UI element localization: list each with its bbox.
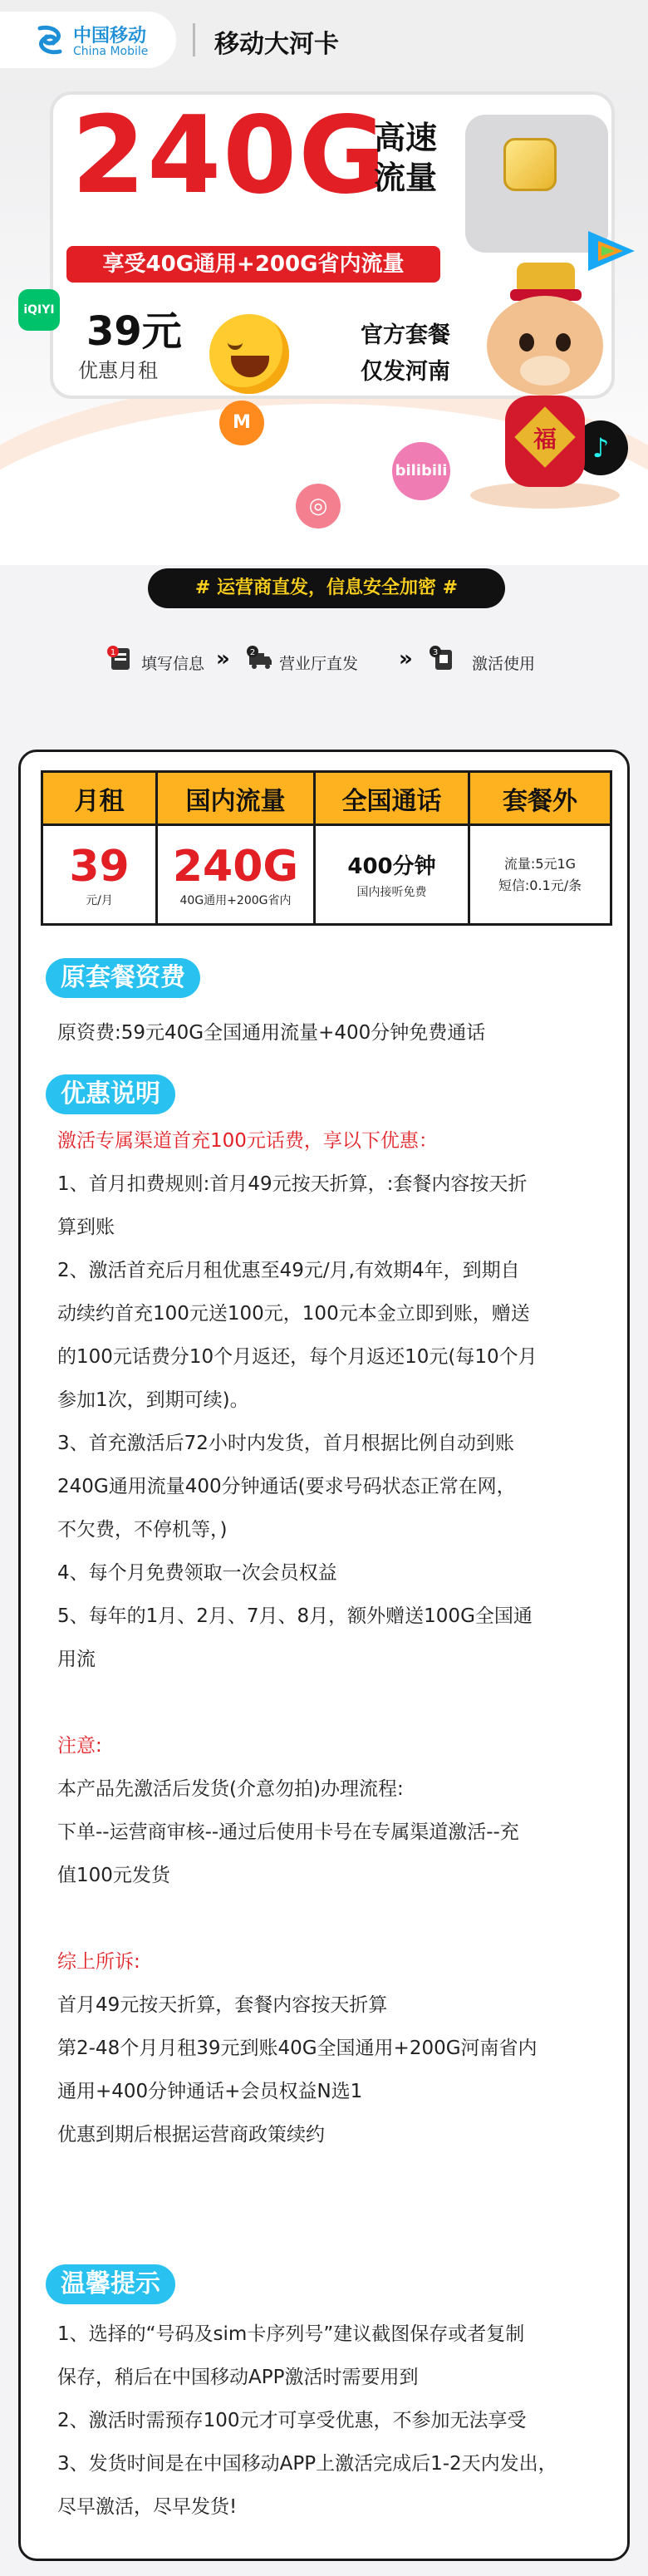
promo-line: 本产品先激活后发货(介意勿拍)办理流程: bbox=[57, 1778, 404, 1800]
rent-value: 39 bbox=[69, 841, 130, 892]
hero-banner bbox=[0, 80, 648, 565]
original-price-text bbox=[57, 1011, 597, 1054]
netease-music-icon: ◎ bbox=[296, 484, 341, 528]
step-number-2: 2 bbox=[249, 648, 256, 657]
tip-line: 3、发货时间是在中国移动APP上激活完成后1-2天内发出， bbox=[57, 2453, 557, 2475]
delivery-truck-icon bbox=[246, 645, 274, 673]
china-mobile-logo-icon bbox=[33, 23, 66, 57]
tip-line: 尽早激活，尽早发货! bbox=[57, 2496, 238, 2518]
promo-line: 综上所诉: bbox=[57, 1951, 140, 1973]
promo-line: 2、激活首充后月租优惠至49元/月,有效期4年，到期自 bbox=[57, 1260, 520, 1281]
promo-line: 动续约首充100元送100元，100元本金立即到账，赠送 bbox=[57, 1303, 530, 1325]
promo-line: 算到账 bbox=[57, 1217, 115, 1238]
rent-unit: 元/月 bbox=[86, 893, 113, 907]
activate-sim-icon bbox=[429, 645, 457, 673]
table-header-row bbox=[42, 772, 611, 825]
promo-line: 240G通用流量400分钟通话(要求号码状态正常在网， bbox=[57, 1476, 516, 1497]
promo-line: 4、每个月免费领取一次会员权益 bbox=[57, 1562, 337, 1584]
bilibili-app-icon: bilibili bbox=[392, 442, 450, 500]
top-header bbox=[0, 0, 648, 80]
plan-details-panel bbox=[18, 750, 630, 2561]
original-price-line: 原资费:59元40G全国通用流量+400分钟免费通话 bbox=[57, 1022, 486, 1044]
promo-line: 值100元发货 bbox=[57, 1865, 170, 1886]
tiktok-app-icon: ♪ bbox=[573, 420, 628, 475]
header-extra: 套餐外 bbox=[469, 772, 611, 825]
section-tips: 温馨提示 bbox=[46, 2264, 175, 2304]
promo-details bbox=[57, 1119, 597, 2156]
call-note: 国内接听免费 bbox=[356, 885, 427, 899]
promo-line: 注意: bbox=[57, 1735, 102, 1757]
promo-line: 3、首充激活后72小时内发货，首月根据比例自动到账 bbox=[57, 1433, 514, 1454]
step-number-1: 1 bbox=[110, 648, 116, 657]
process-steps bbox=[0, 640, 648, 690]
tip-line: 2、激活时需预存100元才可享受优惠，不参加无法享受 bbox=[57, 2410, 527, 2431]
promo-line: 第2-48个月月租39元到账40G全国通用+200G河南省内 bbox=[57, 2038, 538, 2059]
data-note: 40G通用+200G省内 bbox=[179, 893, 292, 907]
header-rent: 月租 bbox=[42, 772, 157, 825]
security-slogan-pill: # 运营商直发，信息安全加密 # bbox=[148, 568, 505, 608]
promo-line: 1、首月扣费规则:首月49元按天折算，:套餐内容按天折 bbox=[57, 1173, 528, 1195]
pricing-table bbox=[41, 770, 612, 926]
sim-chip-icon bbox=[503, 138, 557, 191]
monthly-price: 39元 bbox=[86, 308, 182, 355]
promo-line: 下单--运营商审核--通过后使用卡号在专属渠道激活--充 bbox=[57, 1821, 519, 1843]
speed-label-line1: 高速 bbox=[374, 120, 438, 156]
chevron-right-icon: » bbox=[216, 646, 230, 671]
section-promo: 优惠说明 bbox=[46, 1074, 175, 1114]
header-divider bbox=[193, 23, 195, 57]
extra-data-rate: 流量:5元1G bbox=[503, 855, 577, 872]
promo-line: 不欠费，不停机等，) bbox=[57, 1519, 228, 1541]
mgtv-app-icon: M bbox=[219, 401, 264, 445]
tip-line: 1、选择的“号码及sim卡序列号”建议截图保存或者复制 bbox=[57, 2323, 525, 2345]
page-title: 移动大河卡 bbox=[214, 30, 339, 59]
promo-line: 的100元话费分10个月返还，每个月返还10元(每10个月 bbox=[57, 1346, 538, 1368]
tips-details bbox=[57, 2313, 597, 2529]
promo-line: 参加1次，到期可续)。 bbox=[57, 1389, 249, 1411]
promo-line: 优惠到期后根据运营商政策续约 bbox=[57, 2124, 325, 2146]
data-amount-headline: 240G bbox=[71, 94, 388, 218]
step-activate: 激活使用 bbox=[472, 655, 536, 673]
speed-label bbox=[374, 118, 437, 198]
step-fill-info: 填写信息 bbox=[141, 655, 205, 673]
call-value: 400分钟 bbox=[347, 853, 436, 879]
china-mobile-logo[interactable] bbox=[0, 12, 176, 68]
official-line2: 仅发河南 bbox=[361, 359, 450, 385]
official-line1: 官方套餐 bbox=[361, 322, 450, 348]
section-original-price: 原套餐资费 bbox=[46, 958, 200, 998]
speed-label-line2: 流量 bbox=[374, 160, 438, 196]
promo-line bbox=[57, 1897, 597, 1940]
official-plan-note bbox=[361, 317, 450, 391]
fill-form-icon bbox=[106, 645, 135, 673]
table-value-row bbox=[42, 825, 611, 925]
header-calls: 全国通话 bbox=[315, 772, 469, 825]
promo-line bbox=[57, 1681, 597, 1724]
step-number-3: 3 bbox=[432, 648, 439, 657]
cell-data bbox=[157, 825, 315, 925]
fortune-character: 福 bbox=[533, 425, 557, 453]
iqiyi-app-icon: iQIYI bbox=[18, 289, 60, 331]
data-breakdown-band: 享受40G通用+200G省内流量 bbox=[66, 246, 440, 283]
promo-line: 首月49元按天折算，套餐内容按天折算 bbox=[57, 1994, 388, 2016]
fortune-ox-mascot-icon bbox=[462, 246, 628, 512]
data-value: 240G bbox=[172, 841, 299, 892]
promo-line: 5、每年的1月、2月、7月、8月，额外赠送100G全国通 bbox=[57, 1605, 533, 1627]
brand-name-en: China Mobile bbox=[73, 45, 149, 58]
header-data: 国内流量 bbox=[157, 772, 315, 825]
step-store-delivery: 营业厅直发 bbox=[279, 655, 359, 673]
extra-sms-rate: 短信:0.1元/条 bbox=[498, 877, 582, 893]
laughing-emoji-icon bbox=[209, 314, 289, 394]
cell-extra bbox=[469, 825, 611, 925]
cell-rent bbox=[42, 825, 157, 925]
tip-line: 保存，稍后在中国移动APP激活时需要用到 bbox=[57, 2367, 419, 2388]
promo-line: 用流 bbox=[57, 1649, 96, 1670]
monthly-price-label: 优惠月租 bbox=[78, 359, 158, 382]
promo-line: 通用+400分钟通话+会员权益N选1 bbox=[57, 2081, 363, 2102]
brand-name-cn: 中国移动 bbox=[73, 26, 147, 47]
cell-calls bbox=[315, 825, 469, 925]
chevron-right-icon: » bbox=[399, 646, 413, 671]
promo-line: 激活专属渠道首充100元话费，享以下优惠： bbox=[57, 1130, 438, 1152]
